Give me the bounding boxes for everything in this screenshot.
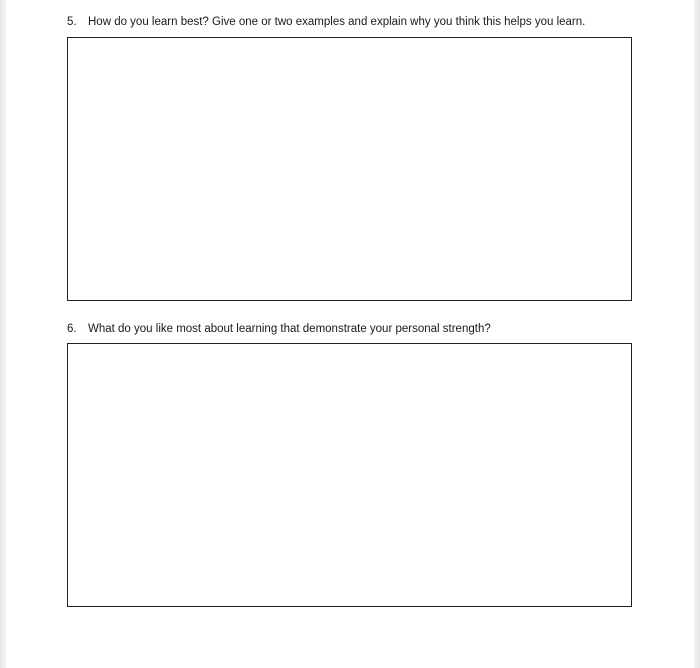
question-number: 5.: [67, 16, 77, 28]
question-text: What do you like most about learning that demonstrate your personal strength?: [88, 323, 491, 335]
question-text: How do you learn best? Give one or two examples and explain why you think this helps you learn.: [88, 16, 586, 28]
page-edge-right: [694, 0, 700, 668]
page-edge-left: [0, 0, 6, 668]
answer-box-question-6[interactable]: [67, 343, 632, 607]
question-number: 6.: [67, 323, 77, 335]
question-6: [67, 323, 491, 335]
answer-box-question-5[interactable]: [67, 37, 632, 301]
question-5: [67, 16, 585, 28]
